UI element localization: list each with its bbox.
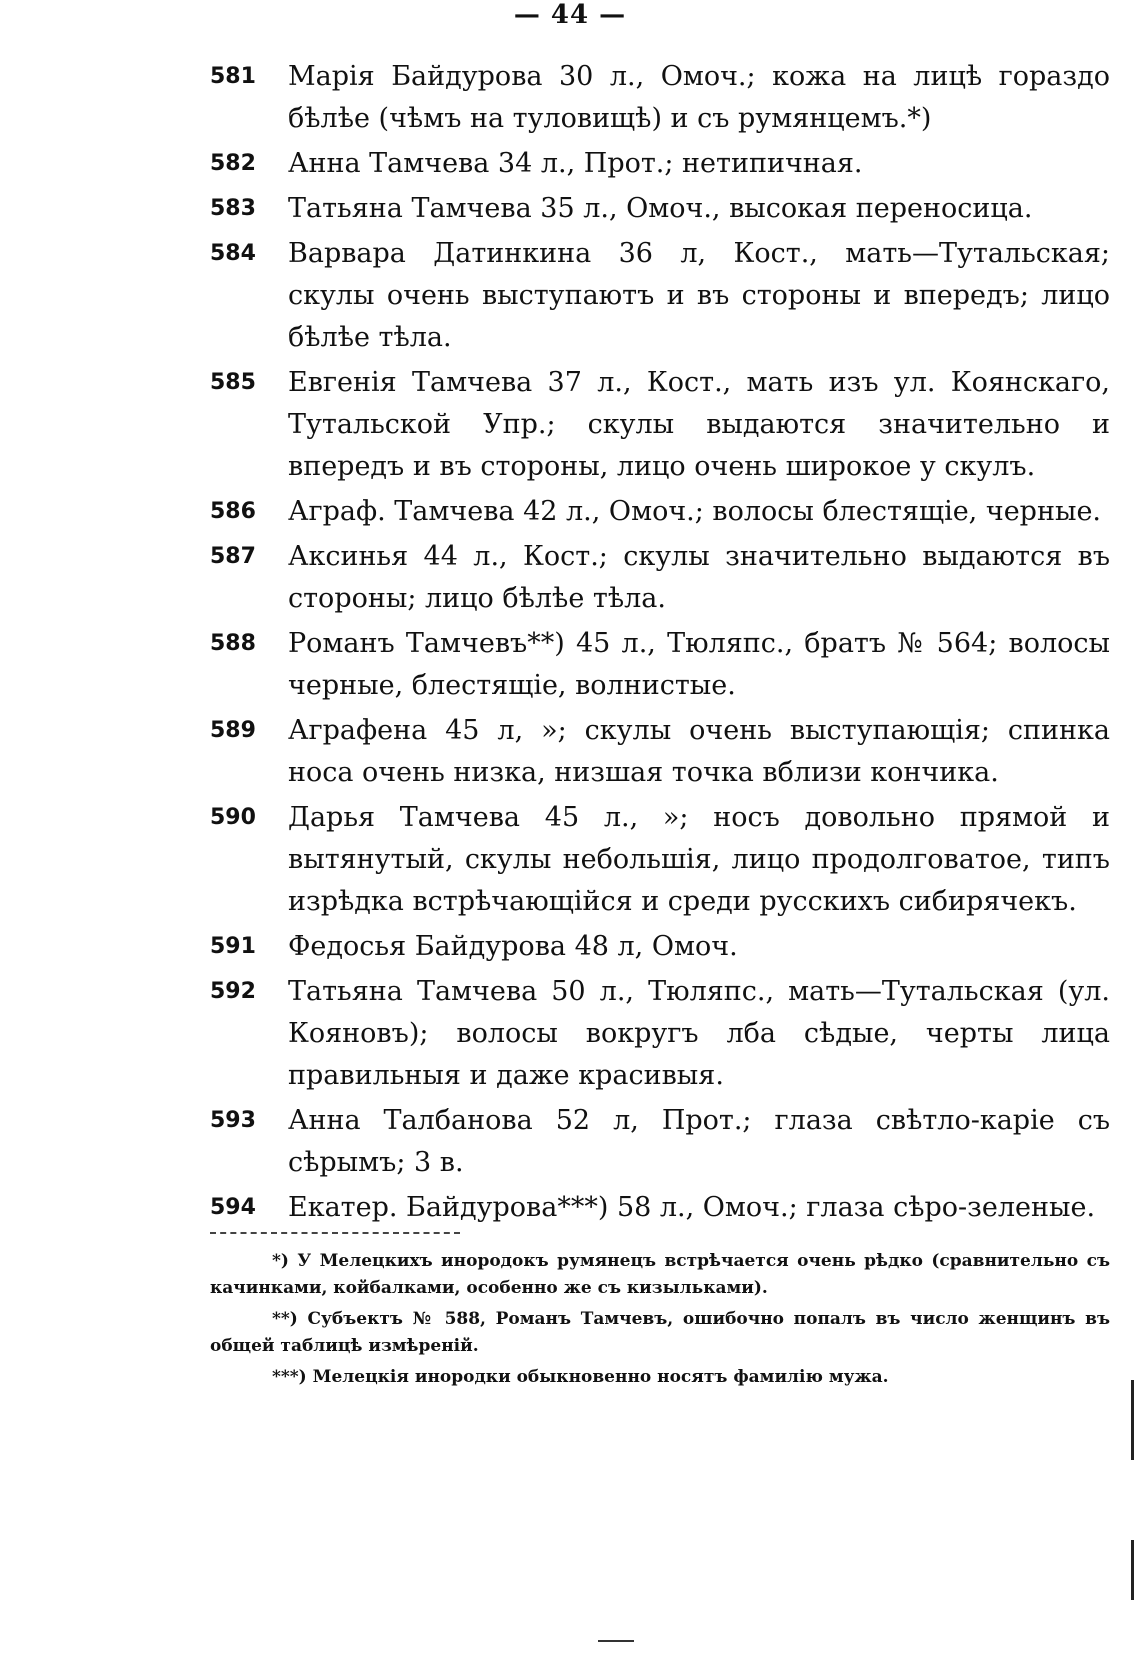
entry	[210, 623, 1110, 707]
entry	[210, 797, 1110, 923]
bottom-mark	[598, 1640, 634, 1642]
entry-text: Дарья Тамчева 45 л., »; носъ довольно прямой и вытянутый, скулы небольшія, лицо продолговатое, типъ изрѣдка встрѣчающійся и среди русскихъ сибирячекъ.	[288, 802, 1110, 917]
entry-text: Аграфена 45 л, »; скулы очень выступающія; спинка носа очень низка, низшая точка вблизи кончика.	[288, 715, 1110, 788]
entry-number: 581	[210, 64, 256, 89]
entry-number: 582	[210, 151, 256, 176]
footnote: *) У Мелецкихъ инородокъ румянецъ встрѣчается очень рѣдко (сравнительно съ качинками, койбалками, особенно же съ кизыльками).	[210, 1251, 1110, 1298]
entry	[210, 971, 1110, 1097]
footnotes	[210, 1248, 1110, 1395]
entry-number: 585	[210, 370, 256, 395]
entry-number: 591	[210, 934, 256, 959]
footnote-divider	[210, 1232, 460, 1234]
entry-number: 583	[210, 196, 256, 221]
entry-number: 590	[210, 805, 256, 830]
entry-text: Татьяна Тамчева 50 л., Тюляпс., мать—Тутальская (ул. Кояновъ); волосы вокругъ лба сѣдые, черты лица правильныя и даже красивыя.	[288, 976, 1110, 1091]
entry-text: Евгенія Тамчева 37 л., Кост., мать изъ ул. Коянскаго, Тутальской Упр.; скулы выдаются значительно и впередъ и въ стороны, лицо очень широкое у скулъ.	[288, 367, 1110, 482]
entry-list	[210, 56, 1110, 1232]
entry-text: Федосья Байдурова 48 л, Омоч.	[288, 931, 738, 962]
entry-text: Романъ Тамчевъ**) 45 л., Тюляпс., братъ № 564; волосы черные, блестящіе, волнистые.	[288, 628, 1110, 701]
entry	[210, 233, 1110, 359]
page-number: — 44 —	[513, 0, 627, 30]
entry-text: Марія Байдурова 30 л., Омоч.; кожа на лицѣ гораздо бѣлѣе (чѣмъ на туловищѣ) и съ румянцемъ.*)	[288, 61, 1110, 134]
footnote: **) Субъектъ № 588, Романъ Тамчевъ, ошибочно попалъ въ число женщинъ въ общей таблицѣ измѣреній.	[210, 1309, 1110, 1356]
entry-number: 584	[210, 241, 256, 266]
entry	[210, 491, 1110, 533]
entry	[210, 188, 1110, 230]
entry-number: 589	[210, 718, 256, 743]
entry	[210, 56, 1110, 140]
entry	[210, 1100, 1110, 1184]
entry-number: 587	[210, 544, 256, 569]
page-edge-mark	[1131, 1380, 1134, 1460]
entry	[210, 926, 1110, 968]
entry-text: Аграф. Тамчева 42 л., Омоч.; волосы блестящіе, черные.	[288, 496, 1102, 527]
page-edge-mark	[1131, 1540, 1134, 1600]
entry-text: Татьяна Тамчева 35 л., Омоч., высокая переносица.	[288, 193, 1033, 224]
entry	[210, 536, 1110, 620]
entry-number: 594	[210, 1195, 256, 1220]
entry-number: 593	[210, 1108, 256, 1133]
entry	[210, 710, 1110, 794]
footnote: ***) Мелецкія инородки обыкновенно носятъ фамилію мужа.	[272, 1367, 889, 1387]
entry	[210, 1187, 1110, 1229]
entry	[210, 362, 1110, 488]
entry-number: 592	[210, 979, 256, 1004]
entry-text: Аксинья 44 л., Кост.; скулы значительно выдаются въ стороны; лицо бѣлѣе тѣла.	[288, 541, 1110, 614]
entry-number: 586	[210, 499, 256, 524]
entry-text: Анна Тамчева 34 л., Прот.; нетипичная.	[288, 148, 863, 179]
entry-number: 588	[210, 631, 256, 656]
entry-text: Варвара Датинкина 36 л, Кост., мать—Тутальская; скулы очень выступаютъ и въ стороны и впередъ; лицо бѣлѣе тѣла.	[288, 238, 1110, 353]
entry	[210, 143, 1110, 185]
entry-text: Екатер. Байдурова***) 58 л., Омоч.; глаза сѣро-зеленые.	[288, 1192, 1096, 1223]
entry-text: Анна Талбанова 52 л, Прот.; глаза свѣтло-каріе съ сѣрымъ; 3 в.	[288, 1105, 1110, 1178]
